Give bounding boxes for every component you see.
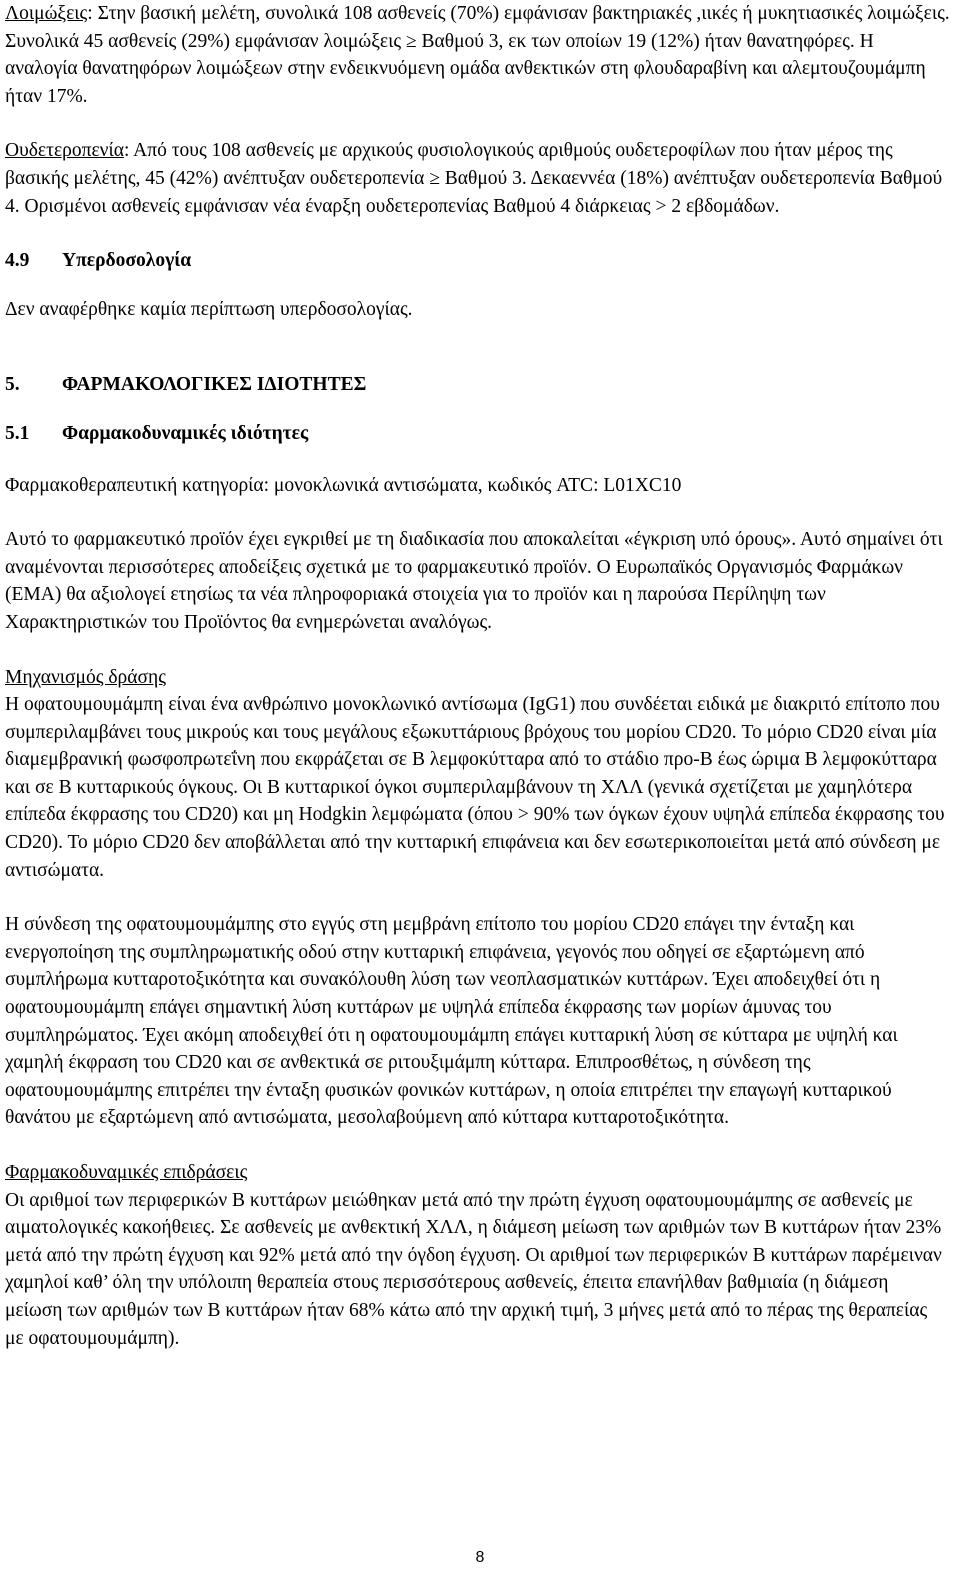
neutropenia-paragraph [5, 137, 950, 220]
pd-effects-paragraph: Οι αριθμοί των περιφερικών B κυττάρων μειώθηκαν μετά από την πρώτη έγχυση οφατουμουμάμπης σε ασθενείς με αιματολογικές κακοήθειες. Σε ασθενείς με ανθεκτική ΧΛΛ, η διάμεση μείωση των αριθμών των B κυττάρων ήταν 23% μετά από την πρώτη έγχυση και 92% μετά από την όγδοη έγχυση. Οι αριθμοί των περιφερικών B κυττάρων παρέμειναν χαμηλοί καθ’ όλη την υπόλοιπη θεραπεία στους περισσότερους ασθενείς, έπειτα επανήλθαν βαθμιαία (η διάμεση μείωση των αριθμών των B κυττάρων ήταν 68% κάτω από την αρχική τιμή, 3 μήνες μετά από το πέρας της θεραπείας με οφατουμουμάμπη). [5, 1189, 942, 1349]
mechanism-title-text: Μηχανισμός δράσης [5, 666, 166, 688]
overdose-number: 4.9 [5, 250, 30, 272]
section5-number: 5. [5, 374, 20, 396]
conditional-approval-paragraph: Αυτό το φαρμακευτικό προϊόν έχει εγκριθεί με τη διαδικασία που αποκαλείται «έγκριση υπό όρους». Αυτό σημαίνει ότι αναμένονται περισσότερες αποδείξεις σχετικά με το φαρμακευτικό προϊόν. Ο Ευρωπαϊκός Οργανισμός Φαρμάκων (ΕΜΑ) θα αξιολογεί ετησίως τα νέα πληροφοριακά στοιχεία για το προϊόν και η παρούσα Περίληψη των Χαρακτηριστικών του Προϊόντος θα ενημερώνεται αναλόγως. [5, 529, 943, 633]
overdose-heading [5, 247, 950, 275]
neutropenia-text: : Από τους 108 ασθενείς με αρχικούς φυσιολογικούς αριθμούς ουδετεροφίλων που ήταν μέρος της βασικής μελέτης, 45 (42%) ανέπτυξαν ουδετεροπενία ≥ Βαθμού 3. Δεκαεννέα (18%) ανέπτυξαν ουδετεροπενία Βαθμού 4. Ορισμένοι ασθενείς εμφάνισαν νέα έναρξη ουδετεροπενίας Βαθμού 4 διάρκειας > 2 εβδομάδων. [5, 140, 943, 217]
infections-paragraph [5, 0, 950, 110]
section51-number: 5.1 [5, 422, 30, 444]
section5-title: ΦΑΡΜΑΚΟΛΟΓΙΚΕΣ ΙΔΙΟΤΗΤΕΣ [62, 374, 367, 396]
mechanism-title [5, 664, 950, 692]
therapeutic-group: Φαρμακοθεραπευτική κατηγορία: μονοκλωνικά αντισώματα, κωδικός ATC: L01XC10 [5, 474, 682, 496]
infections-text: : Στην βασική μελέτη, συνολικά 108 ασθενείς (70%) εμφάνισαν βακτηριακές ,ιικές ή μυκητιασικές λοιμώξεις. Συνολικά 45 ασθενείς (29%) εμφάνισαν λοιμώξεις ≥ Βαθμού 3, εκ των οποίων 19 (12%) ήταν θανατηφόρες. Η αναλογία θανατηφόρων λοιμώξεων στην ενδεικνυόμενη ομάδα ανθεκτικών στη φλουδαραβίνη και αλεμτουζουμάμπη ήταν 17%. [5, 3, 950, 107]
pd-effects-title [5, 1159, 950, 1187]
section5-heading [5, 371, 950, 399]
page-number: 8 [475, 1549, 485, 1566]
overdose-text: Δεν αναφέρθηκε καμία περίπτωση υπερδοσολογίας. [5, 298, 413, 320]
overdose-title: Υπερδοσολογία [62, 250, 192, 272]
section51-heading [5, 420, 950, 448]
neutropenia-label: Ουδετεροπενία [5, 140, 124, 162]
pd-effects-title-text: Φαρμακοδυναμικές επιδράσεις [5, 1162, 248, 1183]
mechanism-paragraph-1: Η οφατουμουμάμπη είναι ένα ανθρώπινο μονοκλωνικό αντίσωμα (IgG1) που συνδέεται ειδικά με διακριτό επίτοπο που συμπεριλαμβάνει τους μικρούς και τους μεγάλους εξωκυττάριους βρόχους του μορίου CD20. Το μόριο CD20 είναι μία διαμεμβρανική φωσφοπρωτεΐνη που εκφράζεται σε B λεμφοκύτταρα από το στάδιο προ-B έως ώριμα B λεμφοκύτταρα και σε B κυτταρικούς όγκους. Οι B κυτταρικοί όγκοι συμπεριλαμβάνουν τη ΧΛΛ (γενικά σχετίζεται με χαμηλότερα επίπεδα έκφρασης του CD20) και μη Hodgkin λεμφώματα (όπου > 90% των όγκων έχουν υψηλά επίπεδα έκφρασης του CD20). Το μόριο CD20 δεν αποβάλλεται από την κυτταρική επιφάνεια και δεν εσωτερικοποιείται μετά από σύνδεση με αντισώματα. [5, 694, 945, 881]
mechanism-paragraph-2: Η σύνδεση της οφατουμουμάμπης στο εγγύς στη μεμβράνη επίτοπο του μορίου CD20 επάγει την ένταξη και ενεργοποίηση της συμπληρωματικής οδού στην κυτταρική επιφάνεια, γεγονός που οδηγεί σε εξαρτώμενη από συμπλήρωμα κυτταροτοξικότητα και συνακόλουθη λύση των νεοπλασματικών κυττάρων. Έχει αποδειχθεί ότι η οφατουμουμάμπη επάγει σημαντική λύση κυττάρων με υψηλά επίπεδα έκφρασης των μορίων άμυνας του συμπληρώματος. Έχει ακόμη αποδειχθεί ότι η οφατουμουμάμπη επάγει κυτταρική λύση σε κύτταρα με υψηλή και χαμηλή έκφραση του CD20 και σε ανθεκτικά σε ριτουξιμάμπη κύτταρα. Επιπροσθέτως, η σύνδεση της οφατουμουμάμπης επιτρέπει την ένταξη φυσικών φονικών κυττάρων, η οποία επιτρέπει την επαγωγή κυτταρικού θανάτου με εξαρτώμενη από αντισώματα, μεσολαβούμενη από κύτταρα κυτταροτοξικότητα. [5, 914, 898, 1129]
infections-label: Λοιμώξεις [5, 3, 88, 24]
section51-title: Φαρμακοδυναμικές ιδιότητες [62, 422, 309, 444]
